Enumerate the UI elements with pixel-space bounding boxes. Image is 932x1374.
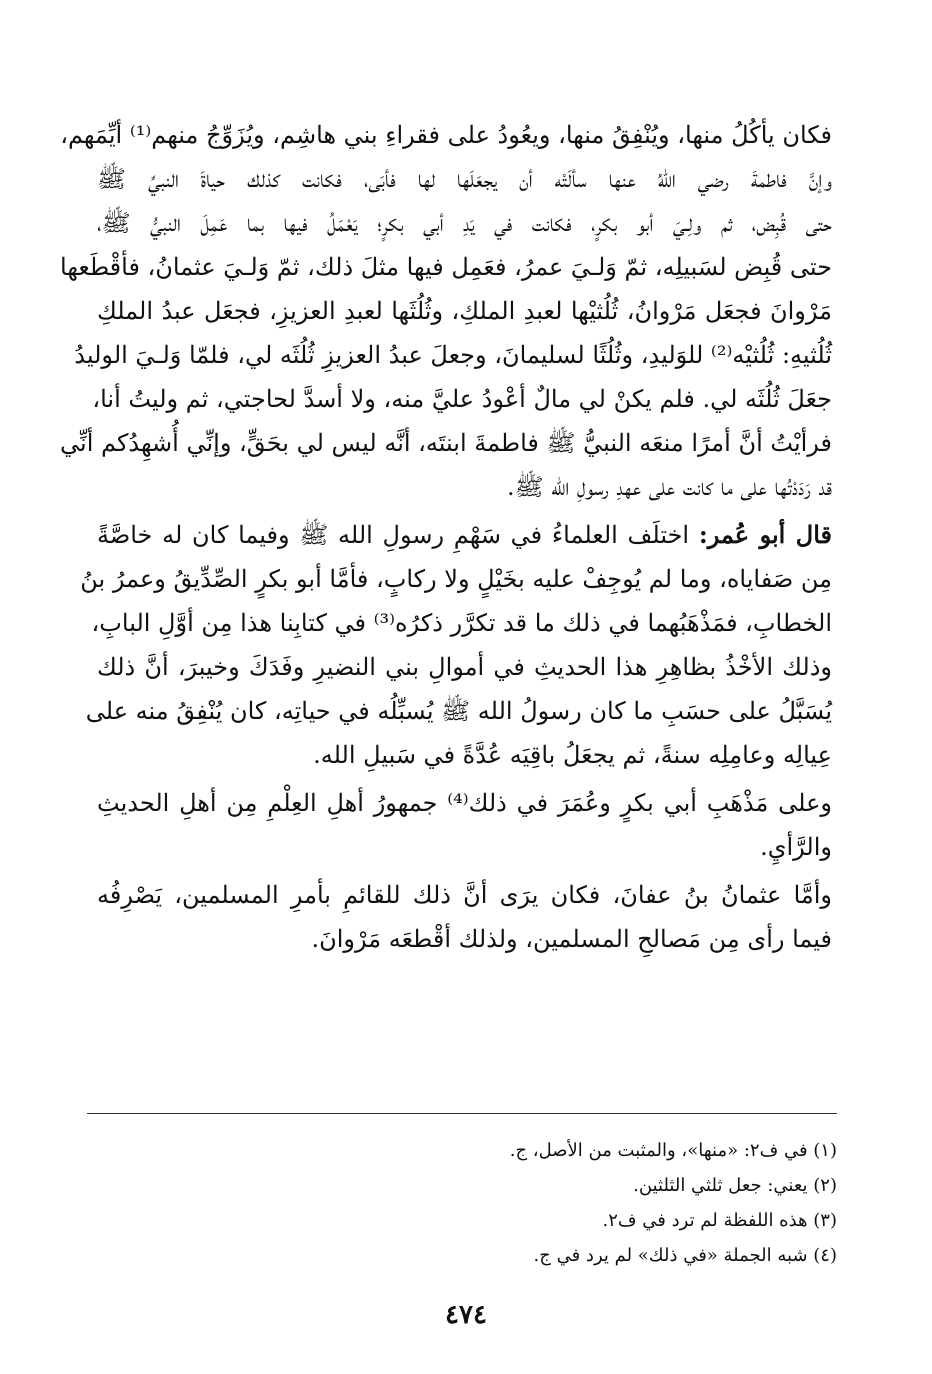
footnote-item: (٣) هذه اللفظة لم ترد في ف٢. [602, 1210, 837, 1231]
text-line: فرأيْتُ أنَّ أمرًا منعَه النبيُّ ﷺ فاطمةَ ابنتَه، أنَّه ليس لي بحَقٍّ، وإنِّي أُشهِدُكم أنِّي [60, 429, 832, 457]
text-line: وأمَّا عثمانُ بنُ عفانَ، فكان يرَى أنَّ ذلك للقائمِ بأمرِ المسلمين، يَصْرِفُه [97, 881, 832, 909]
text-line: فكان يأكُلُ منها، ويُنْفِقُ منها، ويعُودُ على فقراءِ بني هاشِم، ويُزَوِّجُ منهم⁽¹⁾ أيِّمَهم، [60, 121, 832, 149]
speaker-attribution: قال أبو عُمر: [698, 520, 832, 549]
text-line: ثُلُثيهِ: ثُلُثيْه⁽²⁾ للوَليدِ، وثُلُثًا لسليمانَ، وجعلَ عبدُ العزيزِ ثُلُثَه لي، فلمّا وَلـيَ الوليدُ [74, 341, 832, 369]
text-line: مَرْوانَ فجعَل مَرْوانُ، ثُلُثيْها لعبدِ الملكِ، وثُلُثَها لعبدِ العزيزِ، فجعَل عبدُ الملكِ [97, 297, 832, 325]
text-line: عِيالِه وعامِلِه سنةً، ثم يجعَلُ باقِيَه عُدَّةً في سَبيلِ الله. [313, 741, 832, 769]
footnotes [97, 1133, 837, 1273]
page-number: ٤٧٤ [445, 1300, 487, 1330]
text-line: وإنَّ فاطمةَ رضي اللهُ عنها سألَتْه أن يجعَلَها لها فأبَى، فكانت كذلك حياةَ النبيِّ ﷺ [97, 165, 832, 193]
text-line: حتى قُبِض لسَبيلِه، ثمّ وَلـيَ عمرُ، فعَمِل فيها مثلَ ذلك، ثمّ وَلـيَ عثمانُ، فأقْطَعها [60, 253, 832, 281]
footnote-item: (٤) شبه الجملة «في ذلك» لم يرد في ج. [533, 1245, 837, 1266]
footnote-separator [87, 1113, 837, 1114]
text-line: قال أبو عُمر: اختلَف العلماءُ في سَهْمِ رسولِ الله ﷺ وفيما كان له خاصَّةً [97, 520, 832, 549]
text-line: حتى قُبِض، ثم ولِـيَ أبو بكرٍ، فكانت في يَدِ أبي بكرٍ؛ يَعْمَلُ فيها بما عَمِلَ النبيُّ ﷺ، [97, 209, 832, 237]
text-line: فيما رأى مِن مَصالحِ المسلمين، ولذلك أقْطعَه مَرْوانَ. [311, 925, 832, 953]
text-line: وعلى مَذْهَبِ أبي بكرٍ وعُمَرَ في ذلك⁽⁴⁾ جمهورُ أهلِ العِلْمِ مِن أهلِ الحديثِ [97, 789, 832, 817]
main-text [60, 113, 832, 961]
text-line: مِن صَفاياه، وما لم يُوجِفْ عليه بخَيْلٍ ولا ركابٍ، فأمَّا أبو بكرٍ الصِّدِّيقُ وعمرُ بنُ [80, 565, 832, 593]
footnote-item: (١) في ف٢: «منها»، والمثبت من الأصل، ج. [509, 1140, 837, 1161]
text-line: يُسَبَّلُ على حسَبِ ما كان رسولُ الله ﷺ يُسبِّلُه في حياتِه، كان يُنْفِقُ منه على [85, 697, 832, 725]
footnote-item: (٢) يعني: جعل ثلثي الثلثين. [633, 1175, 837, 1196]
text-line: جعَلَ ثُلُثَه لي. فلم يكنْ لي مالٌ أعْودُ عليَّ منه، ولا أسدَّ لحاجتي، ثم وليتُ أنا، [92, 385, 832, 413]
text-line: وذلك الأخْذُ بظاهِرِ هذا الحديثِ في أموالِ بني النضيرِ وفَدَكَ وخيبرَ، أنَّ ذلك [97, 653, 832, 681]
text-line: الخطابِ، فمَذْهَبُهما في ذلك ما قد تكرَّر ذكرُه⁽³⁾ في كتابِنا هذا مِن أوَّلِ البابِ، [91, 609, 832, 637]
text-line: والرَّأيِ. [760, 833, 832, 861]
text-line: قد رَدَدْتُها على ما كانت على عهدِ رسولِ الله ﷺ. [507, 473, 832, 501]
